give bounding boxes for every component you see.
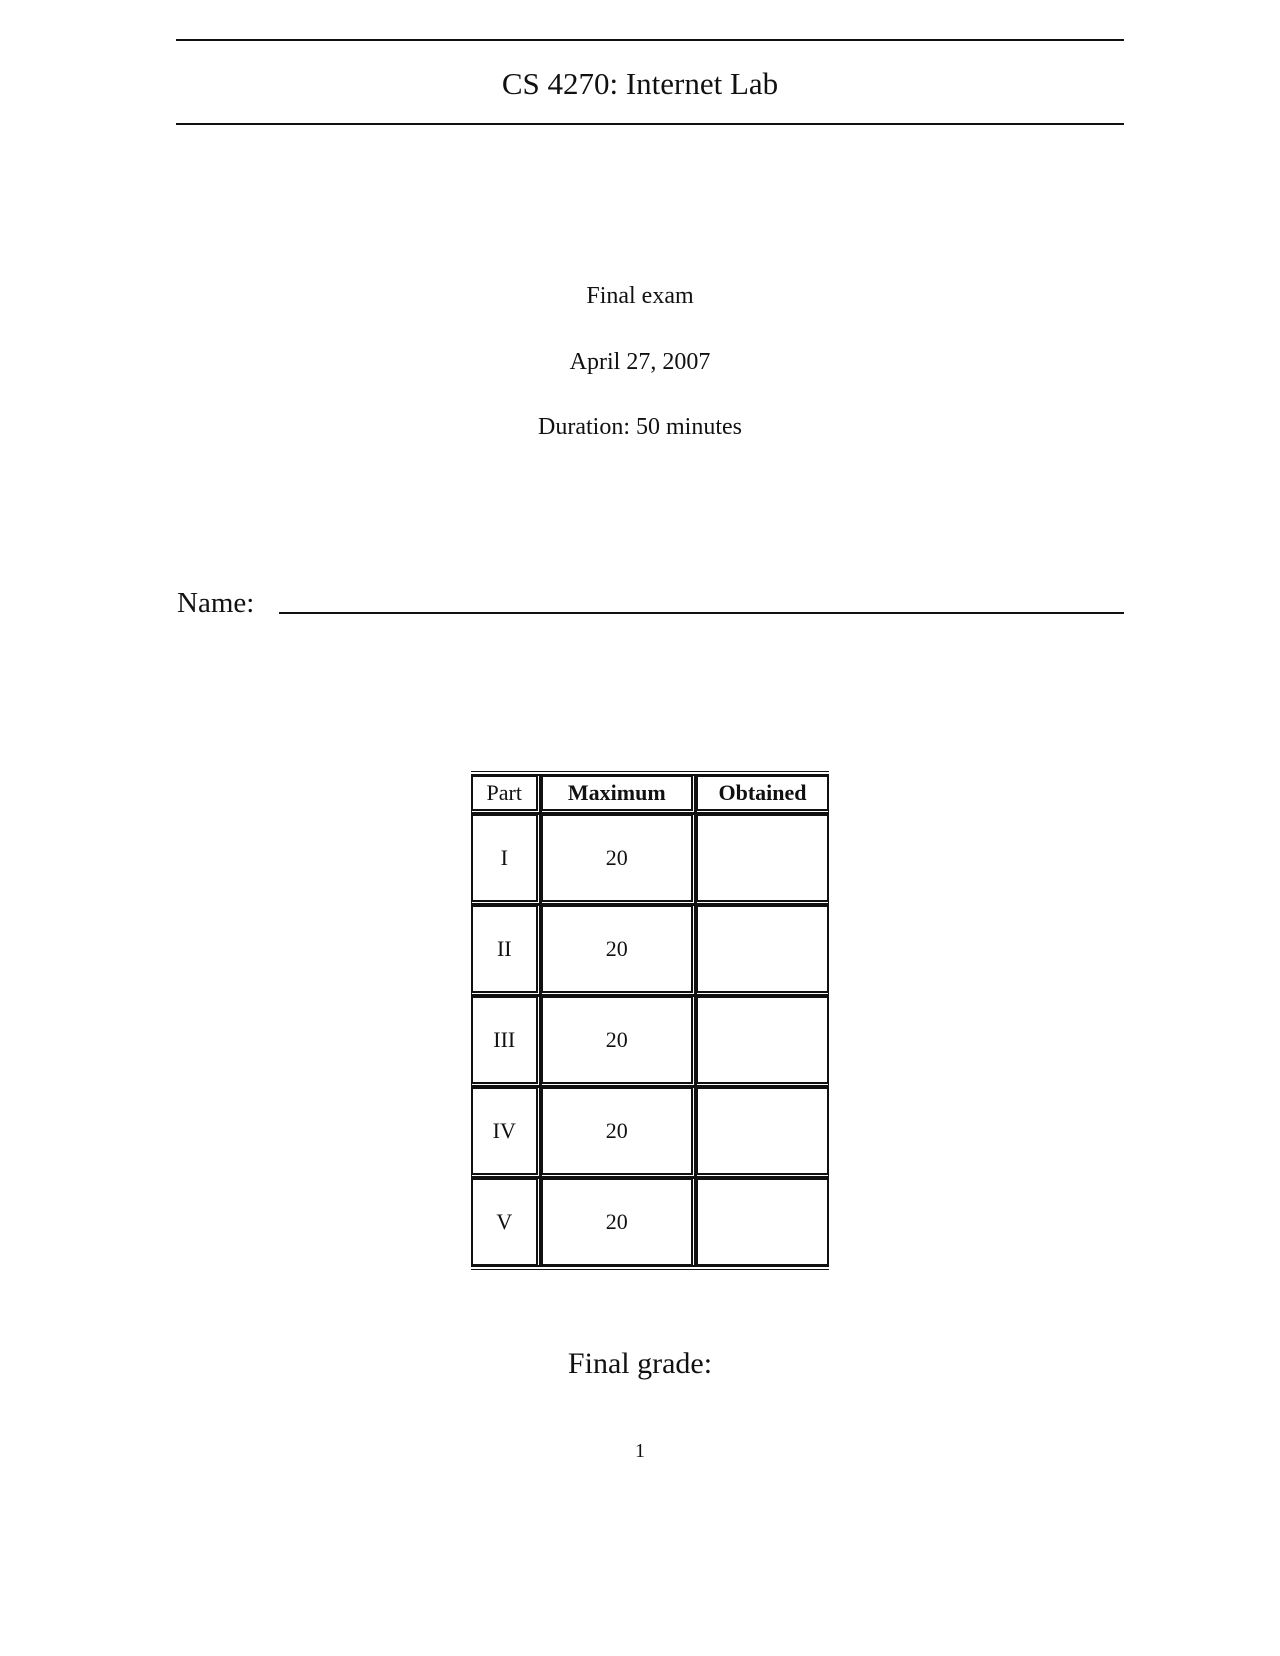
obtained-cell[interactable]	[696, 996, 829, 1087]
part-cell: V	[471, 1178, 541, 1266]
page-number: 1	[635, 1440, 645, 1462]
column-header-part: Part	[471, 775, 541, 814]
exam-date: April 27, 2007	[569, 349, 711, 375]
grade-table	[471, 771, 829, 1270]
part-cell: I	[471, 814, 541, 905]
table-row	[471, 996, 829, 1087]
table-row	[471, 1087, 829, 1178]
column-header-obtained: Obtained	[696, 775, 829, 814]
obtained-cell[interactable]	[696, 814, 829, 905]
obtained-cell[interactable]	[696, 905, 829, 996]
final-grade-label: Final grade:	[567, 1347, 713, 1380]
obtained-cell[interactable]	[696, 1178, 829, 1266]
part-cell: II	[471, 905, 541, 996]
header-top-rule	[176, 39, 1124, 41]
maximum-cell: 20	[541, 1087, 696, 1178]
table-row	[471, 1178, 829, 1266]
maximum-cell: 20	[541, 905, 696, 996]
name-label: Name:	[177, 587, 255, 619]
part-cell: IV	[471, 1087, 541, 1178]
table-row	[471, 814, 829, 905]
header-bottom-rule	[176, 123, 1124, 125]
part-cell: III	[471, 996, 541, 1087]
maximum-cell: 20	[541, 1178, 696, 1266]
table-row	[471, 905, 829, 996]
exam-kind: Final exam	[586, 283, 694, 309]
course-title: CS 4270: Internet Lab	[501, 66, 779, 101]
maximum-cell: 20	[541, 996, 696, 1087]
table-header-row	[471, 775, 829, 814]
maximum-cell: 20	[541, 814, 696, 905]
obtained-cell[interactable]	[696, 1087, 829, 1178]
exam-duration: Duration: 50 minutes	[538, 414, 742, 440]
column-header-maximum: Maximum	[541, 775, 696, 814]
name-field[interactable]	[279, 612, 1124, 614]
